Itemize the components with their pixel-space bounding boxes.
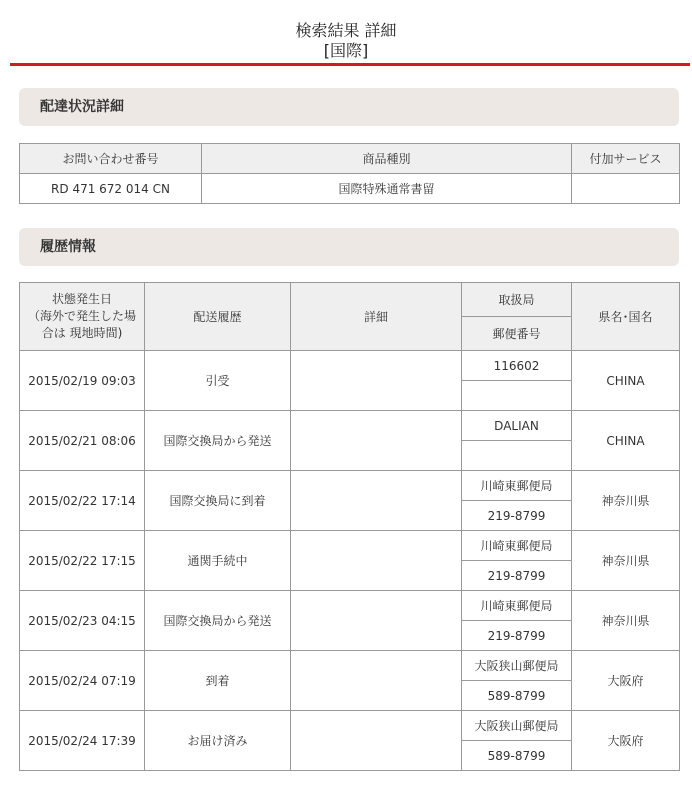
history-row <box>20 351 680 381</box>
header-delivery-history: 配送履歴 <box>145 283 291 351</box>
history-table <box>19 282 680 771</box>
handling-office-cell: 116602 <box>462 351 572 381</box>
header-event-date-line2: （海外で発生した場 <box>27 309 136 323</box>
event-date-cell: 2015/02/21 08:06 <box>20 411 145 471</box>
section-heading-history: 履歴情報 <box>19 228 679 266</box>
item-info-table <box>19 143 680 204</box>
detail-cell <box>291 471 462 531</box>
event-date-cell: 2015/02/22 17:15 <box>20 531 145 591</box>
delivery-status-cell: 国際交換局から発送 <box>145 411 291 471</box>
header-event-date-line1: 状態発生日 <box>51 292 112 306</box>
detail-cell <box>291 411 462 471</box>
handling-office-cell: 川崎東郵便局 <box>462 591 572 621</box>
delivery-status-cell: 引受 <box>145 351 291 411</box>
header-region: 県名･国名 <box>572 283 680 351</box>
page-header <box>0 0 692 68</box>
delivery-status-cell: 国際交換局から発送 <box>145 591 291 651</box>
history-row <box>20 711 680 741</box>
handling-office-cell: 川崎東郵便局 <box>462 471 572 501</box>
detail-cell <box>291 591 462 651</box>
extra-service-value <box>572 174 680 204</box>
postal-code-cell: 589-8799 <box>462 681 572 711</box>
header-event-date <box>20 283 145 351</box>
detail-cell <box>291 531 462 591</box>
region-cell: CHINA <box>572 411 680 471</box>
history-row <box>20 591 680 621</box>
header-postal-code: 郵便番号 <box>462 317 572 351</box>
region-cell: 大阪府 <box>572 651 680 711</box>
postal-code-cell <box>462 441 572 471</box>
region-cell: 神奈川県 <box>572 471 680 531</box>
page-subtitle: [国際] <box>323 41 369 60</box>
handling-office-cell: 大阪狭山郵便局 <box>462 711 572 741</box>
header-handling-office: 取扱局 <box>462 283 572 317</box>
detail-cell <box>291 651 462 711</box>
history-row <box>20 411 680 441</box>
history-row <box>20 531 680 561</box>
event-date-cell: 2015/02/19 09:03 <box>20 351 145 411</box>
title-divider <box>10 63 690 66</box>
header-detail: 詳細 <box>291 283 462 351</box>
delivery-status-cell: 到着 <box>145 651 291 711</box>
handling-office-cell: 大阪狭山郵便局 <box>462 651 572 681</box>
event-date-cell: 2015/02/23 04:15 <box>20 591 145 651</box>
handling-office-cell: DALIAN <box>462 411 572 441</box>
detail-cell <box>291 711 462 771</box>
postal-code-cell: 219-8799 <box>462 561 572 591</box>
header-tracking-number: お問い合わせ番号 <box>20 144 202 174</box>
header-product-type: 商品種別 <box>202 144 572 174</box>
handling-office-cell: 川崎東郵便局 <box>462 531 572 561</box>
postal-code-cell: 219-8799 <box>462 501 572 531</box>
event-date-cell: 2015/02/24 07:19 <box>20 651 145 711</box>
event-date-cell: 2015/02/22 17:14 <box>20 471 145 531</box>
region-cell: 神奈川県 <box>572 531 680 591</box>
tracking-number-value: RD 471 672 014 CN <box>20 174 202 204</box>
history-row <box>20 471 680 501</box>
history-row <box>20 651 680 681</box>
delivery-status-cell: 国際交換局に到着 <box>145 471 291 531</box>
detail-cell <box>291 351 462 411</box>
postal-code-cell: 589-8799 <box>462 741 572 771</box>
postal-code-cell <box>462 381 572 411</box>
header-extra-service: 付加サービス <box>572 144 680 174</box>
postal-code-cell: 219-8799 <box>462 621 572 651</box>
delivery-status-cell: お届け済み <box>145 711 291 771</box>
product-type-value: 国際特殊通常書留 <box>202 174 572 204</box>
region-cell: CHINA <box>572 351 680 411</box>
section-heading-delivery-status: 配達状況詳細 <box>19 88 679 126</box>
event-date-cell: 2015/02/24 17:39 <box>20 711 145 771</box>
delivery-status-cell: 通関手続中 <box>145 531 291 591</box>
page-title: 検索結果 詳細 <box>295 21 397 40</box>
region-cell: 神奈川県 <box>572 591 680 651</box>
region-cell: 大阪府 <box>572 711 680 771</box>
header-event-date-line3: 合は 現地時間) <box>41 326 123 340</box>
